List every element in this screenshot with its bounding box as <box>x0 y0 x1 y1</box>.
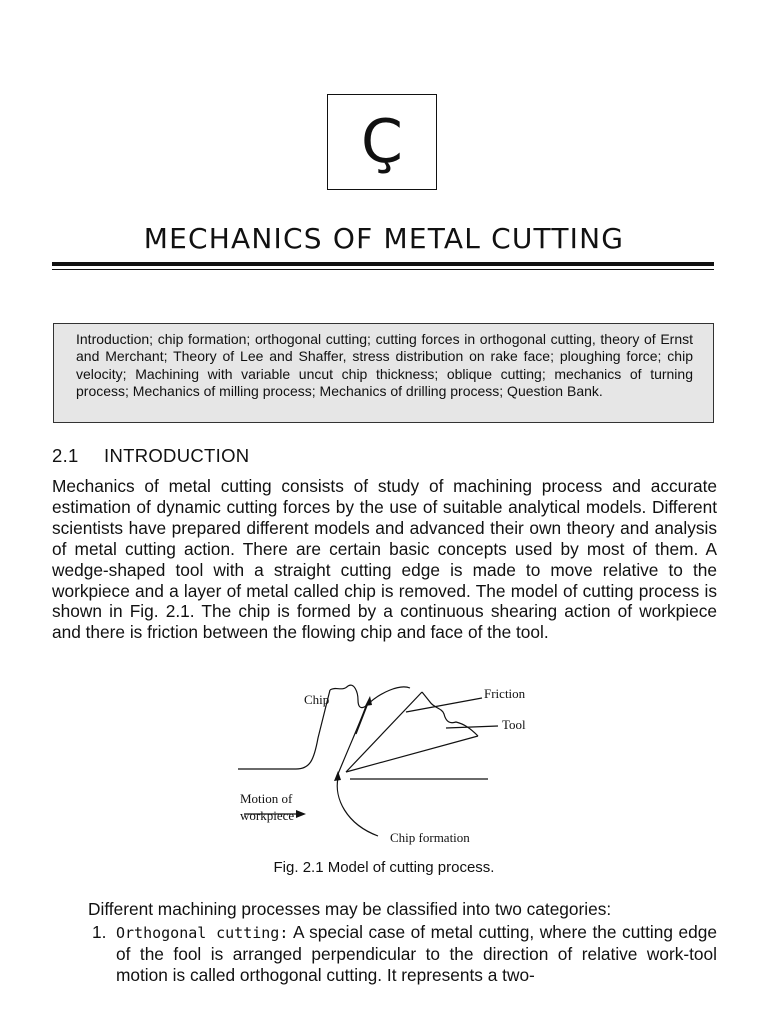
chapter-summary-text: Introduction; chip formation; orthogonal cutting; cutting forces in orthogonal cutting, theory of Ernst and Merchant; Theory of Lee and Shaffer, stress distribution on rake face; ploughing force; chip velocity; Machining with variable uncut chip thickness; oblique cutting; mechanics of turning process; Mechanics of milling process; Mechanics of drilling process; Question Bank. <box>76 331 693 399</box>
chip-inner-edge <box>338 706 366 774</box>
classification-intro: Different machining processes may be classified into two categories: <box>88 899 612 919</box>
cutting-process-diagram <box>230 678 550 858</box>
chip-outer-edge <box>330 685 366 708</box>
chapter-number-box <box>327 94 437 190</box>
list-marker: 1. <box>92 922 107 942</box>
section-number: 2.1 <box>52 445 79 466</box>
section-heading <box>52 445 249 467</box>
section-title: INTRODUCTION <box>104 445 250 466</box>
cutting-process-figure <box>230 678 550 858</box>
friction-leader <box>406 698 482 712</box>
label-tool: Tool <box>502 717 526 732</box>
title-rule-thick <box>52 262 714 266</box>
tool-flank <box>346 736 478 772</box>
chapter-title: MECHANICS OF METAL CUTTING <box>143 222 625 255</box>
label-chip: Chip <box>304 692 330 707</box>
list-item-term: Orthogonal cutting: <box>116 924 289 942</box>
chapter-summary-box <box>53 323 714 423</box>
label-motion-line2: workpiece <box>240 808 295 823</box>
title-rule-thin <box>52 269 714 270</box>
figure-caption: Fig. 2.1 Model of cutting process. <box>273 859 495 876</box>
tool-upper-profile <box>422 692 478 736</box>
chip-formation-arrowhead <box>334 771 341 781</box>
chip-back <box>366 687 410 706</box>
tool-leader <box>446 726 498 728</box>
intro-paragraph: Mechanics of metal cutting consists of study of machining process and accurate estimation of dynamic cutting forces by the use of suitable analytical models. Different scientists have prepared different models and advanced their own theory and analysis of metal cutting action. There are certain basic concepts used by most of them. A wedge-shaped tool with a straight cutting edge is made to move relative to the workpiece and a layer of metal called chip is removed. The model of cutting process is shown in Fig. 2.1. The chip is formed by a continuous shearing action of workpiece and there is friction between the flowing chip and face of the tool. <box>52 476 717 643</box>
list-item <box>92 922 717 986</box>
chapter-glyph: Ç <box>361 107 403 177</box>
chip-formation-leader <box>337 778 378 836</box>
motion-arrowhead <box>296 810 306 818</box>
label-motion-line1: Motion of <box>240 791 293 806</box>
list-item-text: A special case of metal cutting, where the cutting edge of the fool is arranged perpendicular to the direction of relative work-tool motion is called orthogonal cutting. It represents a two- <box>116 922 717 985</box>
chip-flow-arrowhead <box>365 696 372 706</box>
list-item-body <box>116 922 717 986</box>
label-chip-formation: Chip formation <box>390 830 470 845</box>
label-friction: Friction <box>484 686 526 701</box>
